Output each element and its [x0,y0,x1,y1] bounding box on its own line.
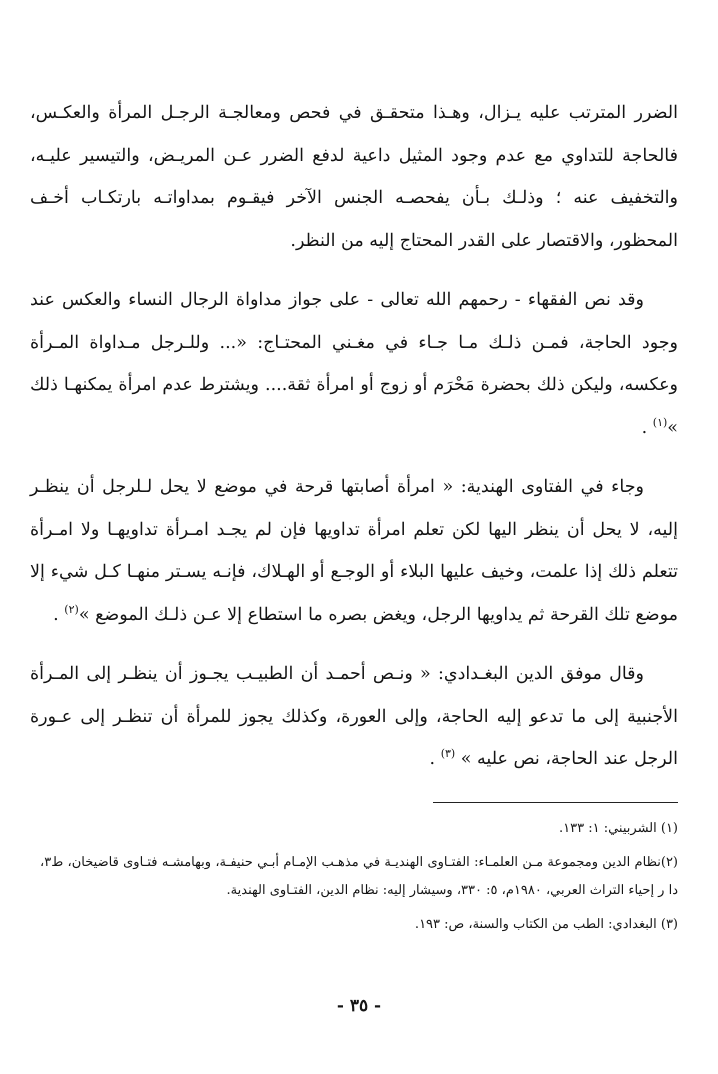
paragraph-3-end: . [53,604,65,625]
paragraph-4-text: وقال موفق الدين البغـدادي: « ونـص أحمـد أن الطبيـب يجـوز أن ينظـر إلى المـرأة الأجنبية إلى ما تدعو إليه الحاجة، وإلى العورة، وكذلك يجوز للمرأة أن تنظـر إلى عـورة الرجل عند الحاجة، نص عليه » [30,664,678,769]
paragraph-2-text: وقد نص الفقهاء - رحمهم الله تعالى - على جواز مداواة الرجال النساء والعكس عند وجود الحاجة، فمـن ذلـك مـا جـاء في مغـني المحتـاج: «... وللـرجل مـداواة المـرأة وعكسه، وليكن ذلك بحضرة مَحْرَم أو زوج أو امرأة ثقة.... ويشترط عدم امرأة يمكنهـا ذلك » [30,290,678,438]
footnote-ref-2: (٢) [64,602,79,616]
footnote-ref-1: (١) [652,415,668,429]
footnote-1: (١) الشربيني: ١: ١٣٣. [558,821,678,836]
paragraph-2 [30,279,678,449]
page-number: - ٣٥ - [336,996,382,1016]
paragraph-1-text: الضرر المترتب عليه يـزال، وهـذا متحقـق في فحص ومعالجـة الرجـل المرأة والعكـس، فالحاجة للتداوي مع عدم وجود المثيل داعية لدفع الضرر عـن المريـض، والتيسير عليـه، والتخفيف عنه ؛ وذلـك بـأن يفحصـه الجنس الآخر فيقـوم بمداواتـه بارتكـاب أخـف المحظور، والاقتصار على القدر المحتاج إليه من النظر. [30,103,678,251]
main-text [30,92,678,798]
paragraph-1 [30,92,678,262]
footnote-3: (٣) البغدادي: الطب من الكتاب والسنة، ص: ١٩٣. [414,917,678,932]
footnotes [40,815,678,939]
paragraph-2-end: . [641,417,653,438]
paragraph-3-text: وجاء في الفتاوى الهندية: « امرأة أصابتها قرحة في موضع لا يحل لـلرجل أن ينظـر إليه، لا يحل أن ينظر اليها لكن تعلم امرأة تداويها فإن لم يجـد امـرأة تداويهـا ولا امـرأة تتعلم ذلك إذا علمت، وخيف عليها البلاء أو الوجـع أو الهـلاك، فإنـه يسـتر منهـا كـل شيء إلا موضع تلك القرحة ثم يداويها الرجل، ويغض بصره ما استطاع إلا عـن ذلـك الموضع » [30,477,678,625]
footnote-separator [433,802,678,803]
footnote-2: (٢)نظام الدين ومجموعة مـن العلمـاء: الفتـاوى الهنديـة في مذهـب الإمـام أبـي حنيفـة، وبهامشـه فتـاوى قاضيخان، ط٣، دا ر إحياء التراث العربي، ١٩٨٠م، ٥: ٣٣٠، وسيشار إليه: نظام الدين، الفتـاوى الهندية. [40,855,678,898]
paragraph-4 [30,653,678,781]
paragraph-3 [30,466,678,636]
footnote-ref-3: (٣) [440,747,456,761]
paragraph-4-end: . [429,749,441,769]
